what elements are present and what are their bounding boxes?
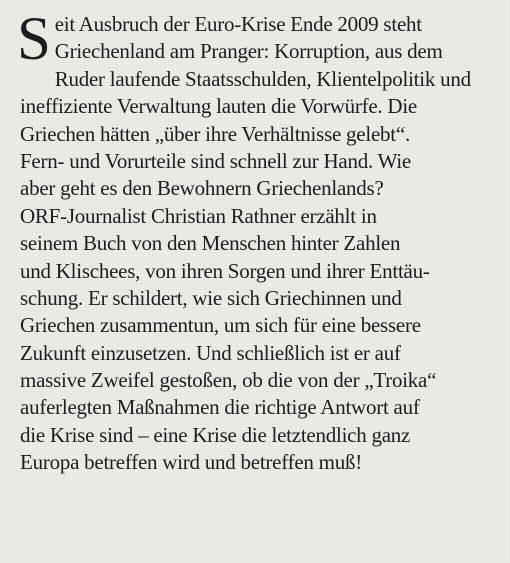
text-line-14: massive Zweifel gestoßen, ob die von der „Troika“ <box>20 368 437 393</box>
drop-cap: S <box>17 6 51 73</box>
text-line-2: Griechenland am Pranger: Korruption, aus dem <box>54 39 443 64</box>
text-line-13: Zukunft einzusetzen. Und schließlich ist er auf <box>20 340 401 365</box>
text-line-17: Europa betreffen wird und betreffen muß! <box>20 450 363 475</box>
text-line-16: die Krise sind – eine Krise die letztendlich ganz <box>20 422 411 447</box>
text-line-9: seinem Buch von den Menschen hinter Zahlen <box>20 231 401 256</box>
text-line-4: ineffiziente Verwaltung lauten die Vorwürfe. Die <box>20 94 417 119</box>
article-text <box>17 6 506 477</box>
text-line-1: eit Ausbruch der Euro-Krise Ende 2009 steht <box>54 12 422 36</box>
text-line-15: auferlegten Maßnahmen die richtige Antwort auf <box>20 395 420 420</box>
text-line-6: Fern- und Vorurteile sind schnell zur Hand. Wie <box>20 148 411 173</box>
text-line-3: Ruder laufende Staatsschulden, Klientelpolitik und <box>54 66 471 91</box>
text-line-8: ORF-Journalist Christian Rathner erzählt in <box>20 203 377 228</box>
text-line-12: Griechen zusammentun, um sich für eine bessere <box>20 313 421 338</box>
first-lines <box>55 11 506 66</box>
text-line-7: aber geht es den Bewohnern Griechenlands? <box>20 176 384 201</box>
text-line-5: Griechen hätten „über ihre Verhältnisse gelebt“. <box>20 121 410 146</box>
text-line-11: schung. Er schildert, wie sich Griechinnen und <box>20 285 402 310</box>
text-line-10: und Klischees, von ihren Sorgen und ihrer Enttäu- <box>20 258 430 283</box>
